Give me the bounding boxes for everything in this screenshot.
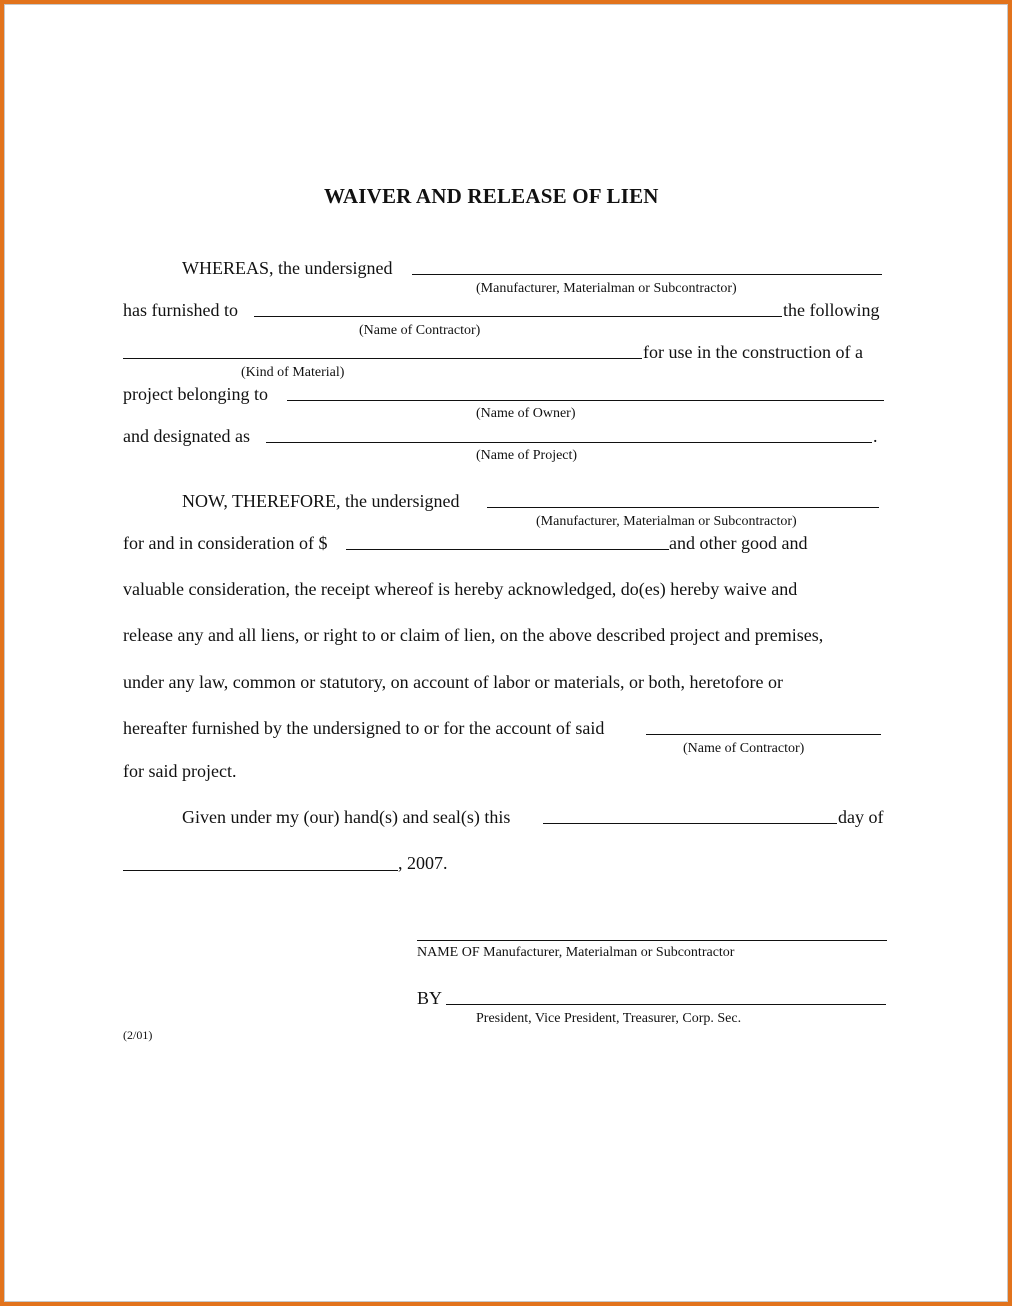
- undersigned-name-blank-2[interactable]: [487, 507, 879, 508]
- for-use-text: for use in the construction of a: [643, 342, 863, 362]
- whereas-lead: WHEREAS, the undersigned: [182, 258, 393, 278]
- designated-period: .: [873, 426, 878, 446]
- caption-undersigned-2: (Manufacturer, Materialman or Subcontractor): [536, 514, 797, 529]
- body-line-4: hereafter furnished by the undersigned to or for the account of said: [123, 718, 605, 738]
- caption-project: (Name of Project): [476, 448, 578, 463]
- contractor-name-blank[interactable]: [254, 316, 782, 317]
- signature-by-line[interactable]: [446, 1004, 886, 1005]
- caption-contractor: (Name of Contractor): [359, 323, 481, 338]
- owner-name-blank[interactable]: [287, 400, 884, 401]
- day-blank[interactable]: [543, 823, 837, 824]
- given-lead: Given under my (our) hand(s) and seal(s) this: [182, 807, 511, 827]
- page-title: WAIVER AND RELEASE OF LIEN: [324, 184, 659, 208]
- designated-as-text: and designated as: [123, 426, 250, 446]
- undersigned-name-blank[interactable]: [412, 274, 882, 275]
- caption-owner: (Name of Owner): [476, 406, 576, 421]
- consideration-text: for and in consideration of $: [123, 533, 328, 553]
- now-therefore-lead: NOW, THEREFORE, the undersigned: [182, 491, 460, 511]
- consideration-amount-blank[interactable]: [346, 549, 669, 550]
- material-kind-blank[interactable]: [123, 358, 642, 359]
- body-line-5: for said project.: [123, 761, 237, 781]
- year-text: , 2007.: [398, 853, 448, 873]
- project-belonging-text: project belonging to: [123, 384, 268, 404]
- month-blank[interactable]: [123, 870, 398, 871]
- other-good-text: and other good and: [669, 533, 808, 553]
- furnished-to-text: has furnished to: [123, 300, 238, 320]
- caption-undersigned: (Manufacturer, Materialman or Subcontractor): [476, 281, 737, 296]
- caption-material: (Kind of Material): [241, 365, 345, 380]
- body-line-1: valuable consideration, the receipt whereof is hereby acknowledged, do(es) hereby waive and: [123, 579, 798, 599]
- body-line-2: release any and all liens, or right to or claim of lien, on the above described project and premises,: [123, 625, 824, 645]
- day-of-text: day of: [838, 807, 884, 827]
- body-line-3: under any law, common or statutory, on account of labor or materials, or both, heretofore or: [123, 672, 783, 692]
- caption-contractor-2: (Name of Contractor): [683, 741, 805, 756]
- signature-name-caption: NAME OF Manufacturer, Materialman or Subcontractor: [417, 945, 735, 960]
- signature-name-line[interactable]: [417, 940, 887, 941]
- project-name-blank[interactable]: [266, 442, 872, 443]
- the-following-text: the following: [783, 300, 880, 320]
- contractor-name-blank-2[interactable]: [646, 734, 881, 735]
- by-label: BY: [417, 988, 443, 1008]
- form-code: (2/01): [123, 1028, 153, 1042]
- officer-caption: President, Vice President, Treasurer, Corp. Sec.: [476, 1011, 742, 1026]
